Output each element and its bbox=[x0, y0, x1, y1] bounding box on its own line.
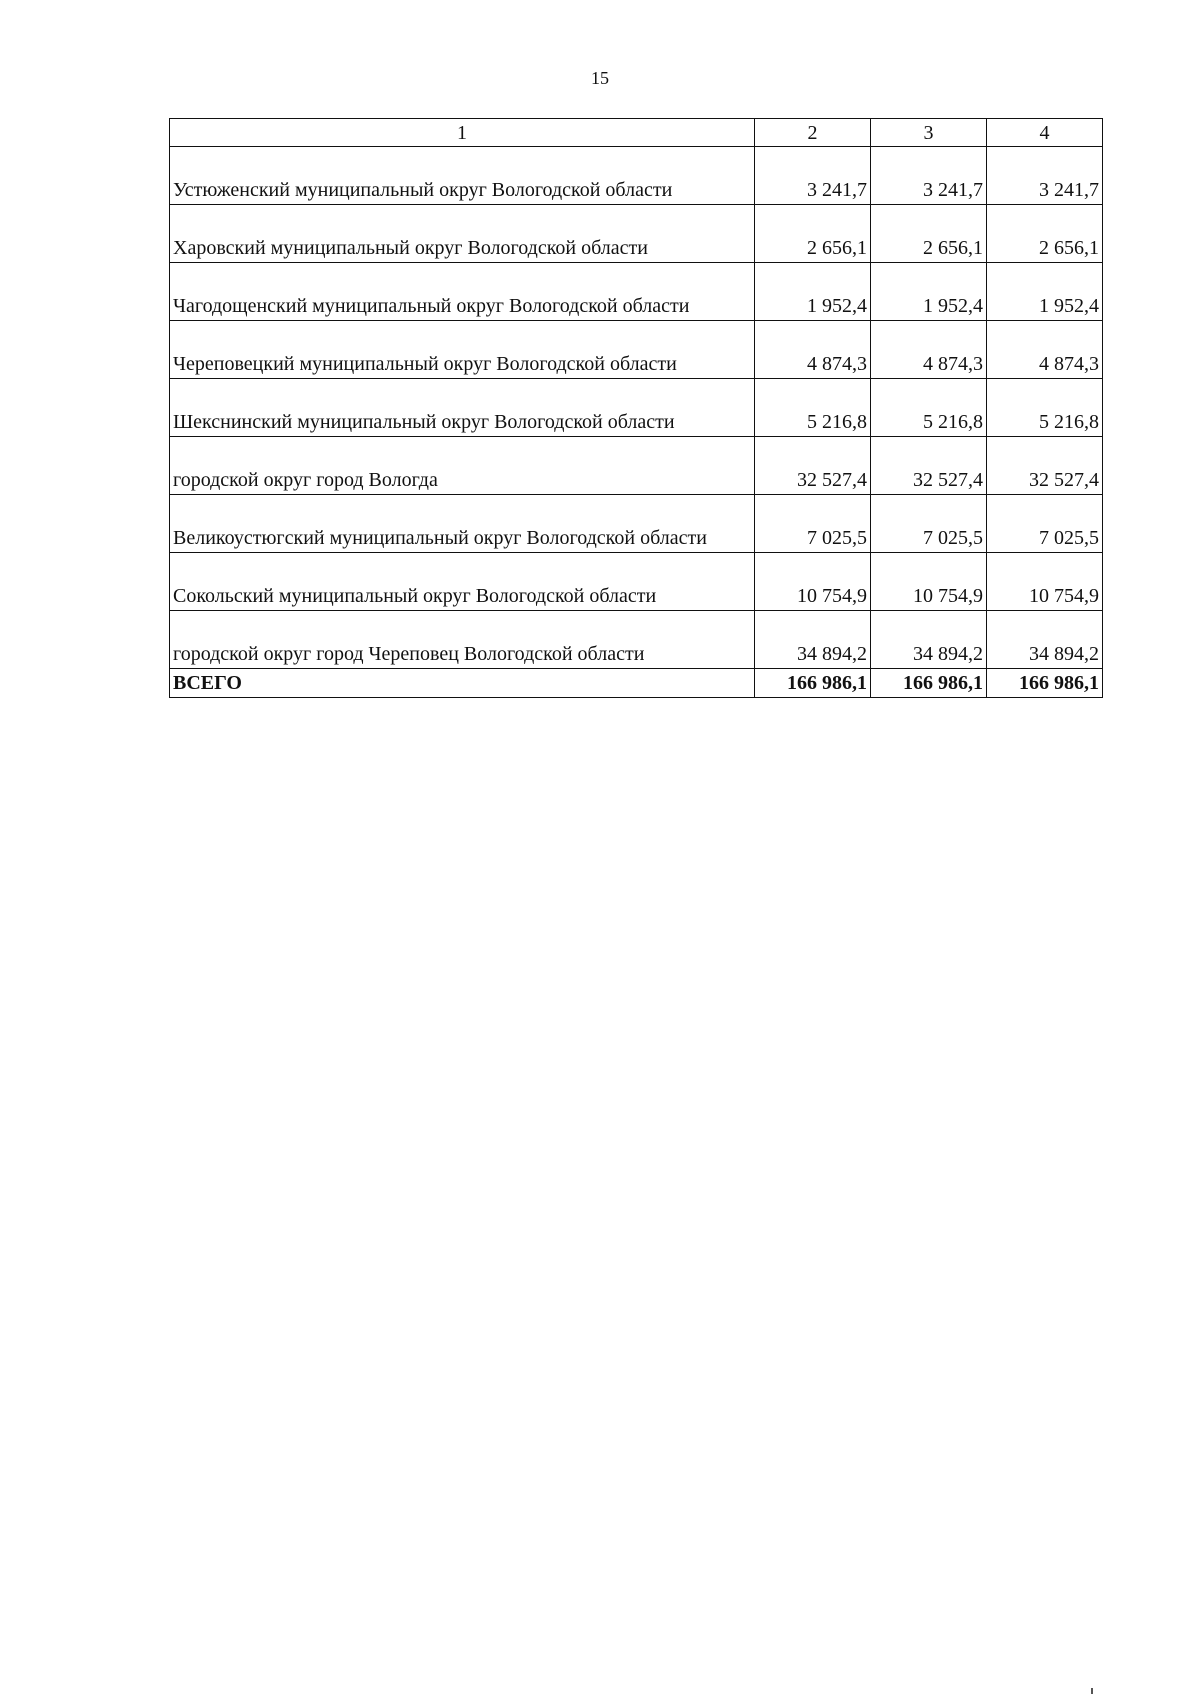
table-header-row bbox=[170, 119, 1103, 147]
table-row bbox=[170, 147, 1103, 205]
row-name: Шекснинский муниципальный округ Вологодской области bbox=[170, 379, 755, 437]
row-value-col3: 10 754,9 bbox=[871, 553, 987, 611]
table-row bbox=[170, 495, 1103, 553]
row-name: городской округ город Череповец Вологодской области bbox=[170, 611, 755, 669]
row-value-col2: 34 894,2 bbox=[755, 611, 871, 669]
column-header-4: 4 bbox=[987, 119, 1103, 147]
row-value-col4: 34 894,2 bbox=[987, 611, 1103, 669]
row-name: Чагодощенский муниципальный округ Вологодской области bbox=[170, 263, 755, 321]
row-value-col2: 2 656,1 bbox=[755, 205, 871, 263]
row-value-col2: 4 874,3 bbox=[755, 321, 871, 379]
row-value-col3: 1 952,4 bbox=[871, 263, 987, 321]
row-name: Сокольский муниципальный округ Вологодской области bbox=[170, 553, 755, 611]
row-value-col2: 3 241,7 bbox=[755, 147, 871, 205]
page-number: 15 bbox=[591, 68, 609, 88]
row-value-col2: 32 527,4 bbox=[755, 437, 871, 495]
column-header-3: 3 bbox=[871, 119, 987, 147]
row-value-col4: 7 025,5 bbox=[987, 495, 1103, 553]
row-name: Великоустюгский муниципальный округ Вологодской области bbox=[170, 495, 755, 553]
table-row bbox=[170, 553, 1103, 611]
row-value-col2: 1 952,4 bbox=[755, 263, 871, 321]
table-row bbox=[170, 321, 1103, 379]
row-value-col2: 5 216,8 bbox=[755, 379, 871, 437]
row-value-col3: 5 216,8 bbox=[871, 379, 987, 437]
total-label: ВСЕГО bbox=[170, 669, 755, 698]
total-value-col3: 166 986,1 bbox=[871, 669, 987, 698]
row-value-col3: 4 874,3 bbox=[871, 321, 987, 379]
table-row bbox=[170, 205, 1103, 263]
row-value-col4: 32 527,4 bbox=[987, 437, 1103, 495]
table-row bbox=[170, 611, 1103, 669]
total-value-col4: 166 986,1 bbox=[987, 669, 1103, 698]
table-row bbox=[170, 263, 1103, 321]
row-value-col2: 7 025,5 bbox=[755, 495, 871, 553]
row-value-col3: 3 241,7 bbox=[871, 147, 987, 205]
row-value-col4: 4 874,3 bbox=[987, 321, 1103, 379]
row-value-col3: 32 527,4 bbox=[871, 437, 987, 495]
table-total-row bbox=[170, 669, 1103, 698]
table-row bbox=[170, 379, 1103, 437]
scan-mark bbox=[1091, 1688, 1093, 1694]
row-value-col2: 10 754,9 bbox=[755, 553, 871, 611]
row-name: Устюженский муниципальный округ Вологодской области bbox=[170, 147, 755, 205]
column-header-2: 2 bbox=[755, 119, 871, 147]
table-row bbox=[170, 437, 1103, 495]
row-name: Череповецкий муниципальный округ Вологодской области bbox=[170, 321, 755, 379]
row-value-col4: 5 216,8 bbox=[987, 379, 1103, 437]
row-name: городской округ город Вологда bbox=[170, 437, 755, 495]
row-value-col3: 34 894,2 bbox=[871, 611, 987, 669]
row-value-col3: 2 656,1 bbox=[871, 205, 987, 263]
row-value-col4: 1 952,4 bbox=[987, 263, 1103, 321]
row-value-col4: 2 656,1 bbox=[987, 205, 1103, 263]
row-value-col3: 7 025,5 bbox=[871, 495, 987, 553]
row-value-col4: 3 241,7 bbox=[987, 147, 1103, 205]
budget-table bbox=[169, 118, 1103, 698]
total-value-col2: 166 986,1 bbox=[755, 669, 871, 698]
row-value-col4: 10 754,9 bbox=[987, 553, 1103, 611]
column-header-1: 1 bbox=[170, 119, 755, 147]
row-name: Харовский муниципальный округ Вологодской области bbox=[170, 205, 755, 263]
